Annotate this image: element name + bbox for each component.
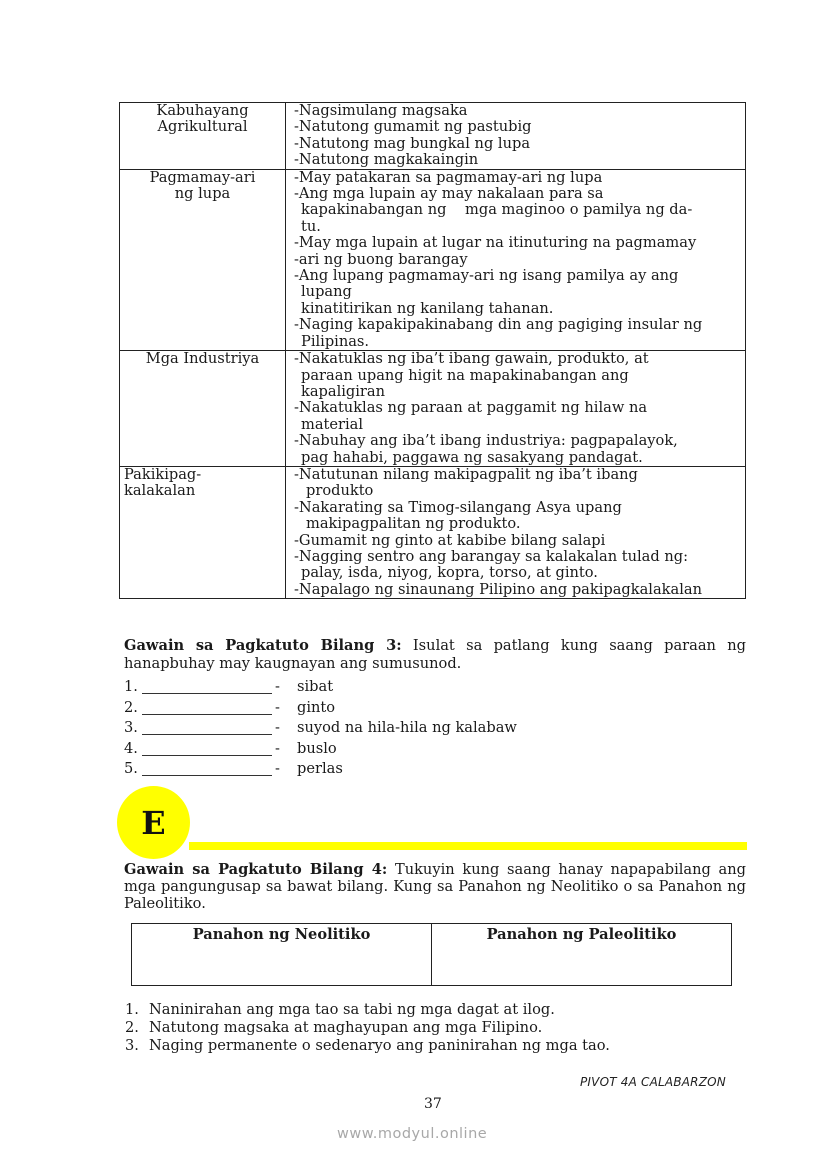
activity-3-instruction bbox=[124, 637, 746, 673]
period-classification-table bbox=[131, 923, 732, 986]
watermark: www.modyul.online bbox=[337, 1126, 488, 1142]
list-item: 2. - ginto bbox=[124, 698, 336, 716]
activity-4-instruction bbox=[124, 861, 746, 912]
activity-4-title: Gawain sa Pagkatuto Bilang 4: bbox=[124, 861, 388, 878]
activity-3-title: Gawain sa Pagkatuto Bilang 3: bbox=[124, 637, 402, 654]
section-e-badge bbox=[117, 786, 190, 859]
table-row bbox=[120, 466, 746, 598]
page-number: 37 bbox=[424, 1096, 442, 1112]
row-label: Kabuhayang Agrikultural bbox=[120, 103, 286, 170]
activity-4-text: Tukuyin kung saang hanay napapabilang ang mga pangungusap sa bawat bilang. Kung sa Panahon ng Neolitiko o sa Panahon ng Paleolitiko. bbox=[124, 861, 746, 912]
row-content: -Nagsimulang magsaka -Natutong gumamit ng pastubig -Natutong mag bungkal ng lupa -Natutong magkakaingin bbox=[286, 103, 746, 170]
column-paleolitiko[interactable]: Panahon ng Paleolitiko bbox=[432, 924, 732, 986]
section-divider-bar bbox=[189, 842, 747, 850]
table-row bbox=[120, 351, 746, 467]
column-neolitiko[interactable]: Panahon ng Neolitiko bbox=[132, 924, 432, 986]
answer-blank[interactable] bbox=[142, 699, 272, 715]
list-item: 3. - suyod na hila-hila ng kalabaw bbox=[124, 719, 517, 737]
footer-program-label: PIVOT 4A CALABARZON bbox=[580, 1075, 726, 1089]
table-row bbox=[120, 169, 746, 350]
row-label: Pakikipag- kalakalan bbox=[120, 466, 286, 598]
list-item: 5. - perlas bbox=[124, 760, 343, 778]
row-content: -Nakatuklas ng iba’t ibang gawain, produkto, at paraan upang higit na mapakinabangan ang kapaligiran -Nakatuklas ng paraan at paggamit ng hilaw na material -Nabuhay ang iba’t ibang industriya: pagpapalayok, pag hahabi, paggawa ng sasakyang pandagat. bbox=[286, 351, 746, 467]
row-content: -May patakaran sa pagmamay-ari ng lupa -Ang mga lupain ay may nakalaan para sa kapakinabangan ng mga maginoo o pamilya ng da- tu. -May mga lupain at lugar na itinuturing na pagmamay -ari ng buong barangay -Ang lupang pagmamay-ari ng isang pamilya ay ang lupang kinatitirikan ng kanilang tahanan. -Naging kapakipakinabang din ang pagiging insular ng Pilipinas. bbox=[286, 169, 746, 350]
answer-blank[interactable] bbox=[142, 760, 272, 776]
answer-blank[interactable] bbox=[142, 740, 272, 756]
activity-3-text: Isulat sa patlang kung saang paraan ng hanapbuhay may kaugnayan ang sumusunod. bbox=[124, 637, 746, 672]
activity-4-items bbox=[125, 1001, 610, 1055]
row-label: Pagmamay-ari ng lupa bbox=[120, 169, 286, 350]
list-item: 1. Naninirahan ang mga tao sa tabi ng mga dagat at ilog. bbox=[125, 1001, 555, 1018]
row-content: -Natutunan nilang makipagpalit ng iba’t ibang produkto -Nakarating sa Timog-silangang Asya upang makipagpalitan ng produkto. -Gumamit ng ginto at kabibe bilang salapi -Nagging sentro ang barangay sa kalakalan tulad ng: palay, isda, niyog, kopra, torso, at ginto. -Napalago ng sinaunang Pilipino ang pakipagkalakalan bbox=[286, 466, 746, 598]
list-item: 1. - sibat bbox=[124, 678, 334, 695]
row-label: Mga Industriya bbox=[120, 351, 286, 467]
livelihood-table bbox=[119, 102, 746, 599]
list-item: 2. Natutong magsaka at maghayupan ang mga Filipino. bbox=[125, 1019, 543, 1036]
list-item: 3. Naging permanente o sedenaryo ang paninirahan ng mga tao. bbox=[125, 1037, 610, 1054]
section-letter: E bbox=[141, 803, 166, 842]
table-row bbox=[120, 103, 746, 170]
answer-blank[interactable] bbox=[142, 678, 272, 694]
activity-3-items bbox=[124, 677, 517, 780]
list-item: 4. - buslo bbox=[124, 739, 337, 757]
answer-blank[interactable] bbox=[142, 719, 272, 735]
